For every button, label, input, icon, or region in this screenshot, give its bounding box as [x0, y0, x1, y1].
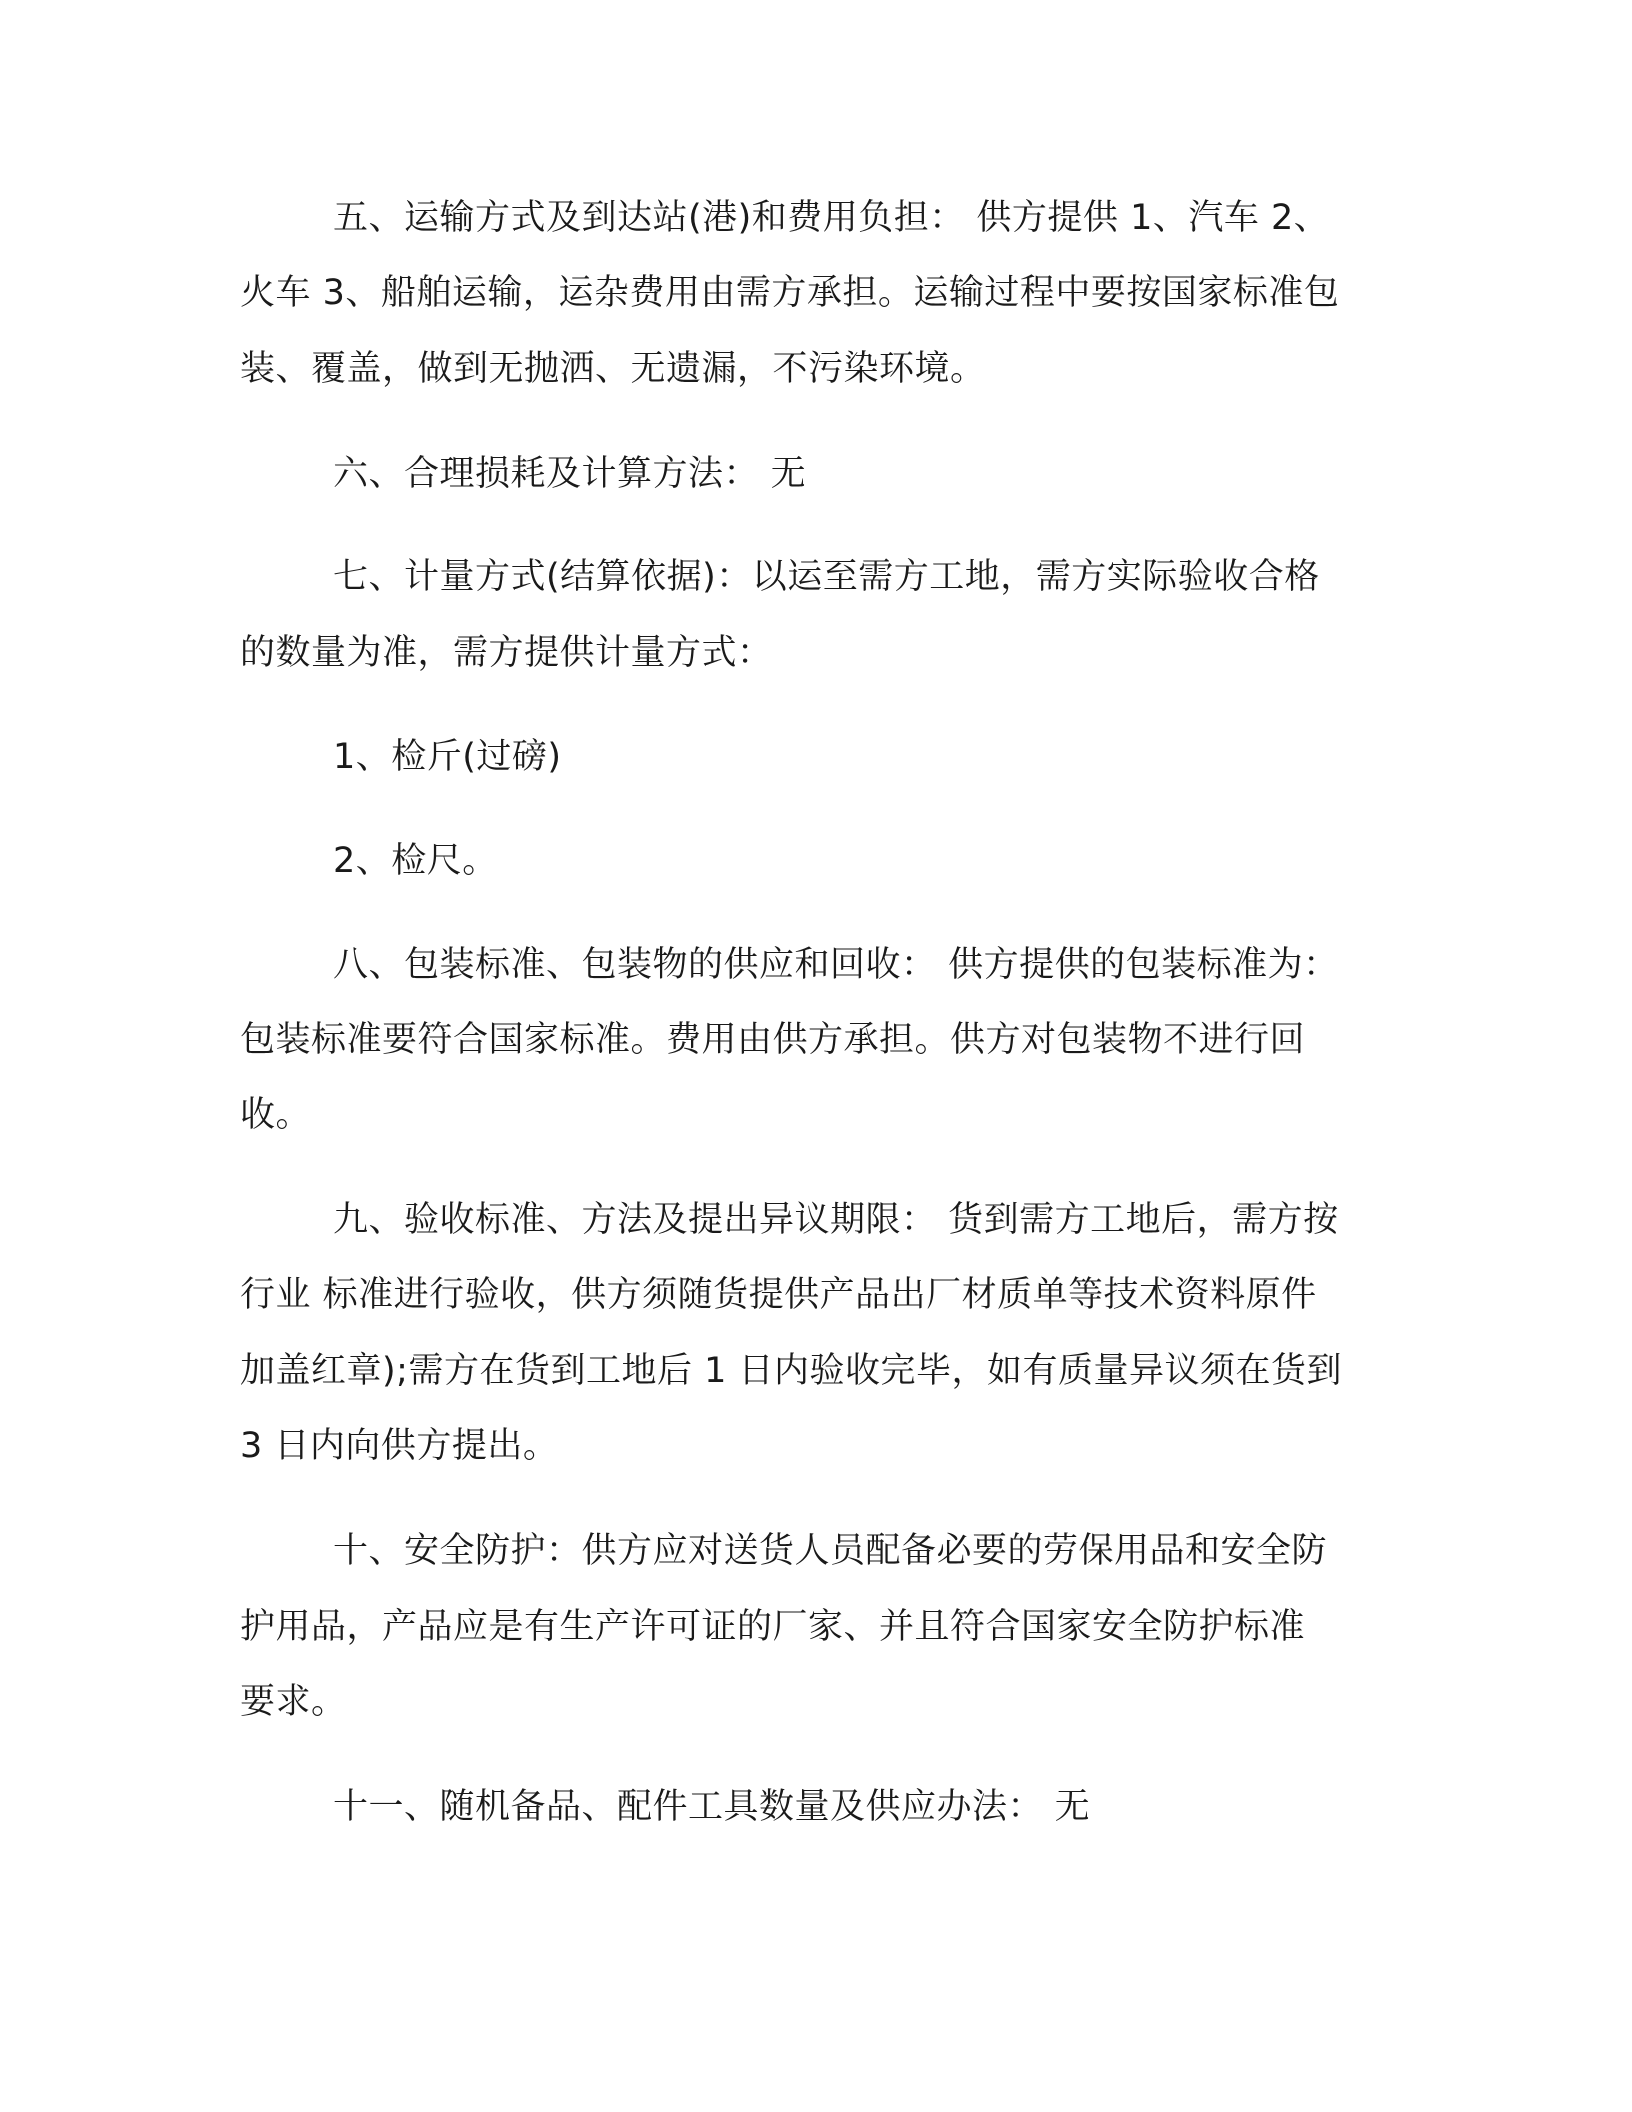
section-8-line-2: 包装标准要符合国家标准。费用由供方承担。供方对包装物不进行回 — [240, 1020, 1306, 1060]
section-8-line-1: 八、包装标准、包装物的供应和回收： 供方提供的包装标准为： — [333, 945, 1339, 985]
section-6-line-1: 六、合理损耗及计算方法： 无 — [333, 454, 807, 494]
section-7-line-2: 的数量为准，需方提供计量方式： — [240, 633, 773, 673]
section-5-line-1: 五、运输方式及到达站(港)和费用负担： 供方提供 1、汽车 2、 — [333, 198, 1330, 238]
section-9-line-3: 加盖红章);需方在货到工地后 1 日内验收完毕，如有质量异议须在货到 — [240, 1351, 1342, 1391]
section-9-line-4: 3 日内向供方提出。 — [240, 1426, 559, 1466]
section-5-line-2: 火车 3、船舶运输，运杂费用由需方承担。运输过程中要按国家标准包 — [240, 273, 1340, 313]
section-10-line-3: 要求。 — [240, 1682, 347, 1722]
section-8-line-3: 收。 — [240, 1095, 312, 1135]
section-11-line-1: 十一、随机备品、配件工具数量及供应办法： 无 — [333, 1787, 1091, 1827]
section-9-line-1: 九、验收标准、方法及提出异议期限： 货到需方工地后，需方按 — [333, 1200, 1339, 1240]
measure-item-1: 1、检斤(过磅) — [333, 737, 562, 777]
section-10-line-2: 护用品，产品应是有生产许可证的厂家、并且符合国家安全防护标准 — [240, 1607, 1306, 1647]
section-9-line-2: 行业 标准进行验收，供方须随货提供产品出厂材质单等技术资料原件 — [240, 1275, 1317, 1315]
section-5-line-3: 装、覆盖，做到无抛洒、无遗漏，不污染环境。 — [240, 349, 986, 389]
section-7-line-1: 七、计量方式(结算依据)：以运至需方工地，需方实际验收合格 — [333, 557, 1320, 597]
section-10-line-1: 十、安全防护：供方应对送货人员配备必要的劳保用品和安全防 — [333, 1531, 1328, 1571]
measure-item-2: 2、检尺。 — [333, 841, 498, 881]
